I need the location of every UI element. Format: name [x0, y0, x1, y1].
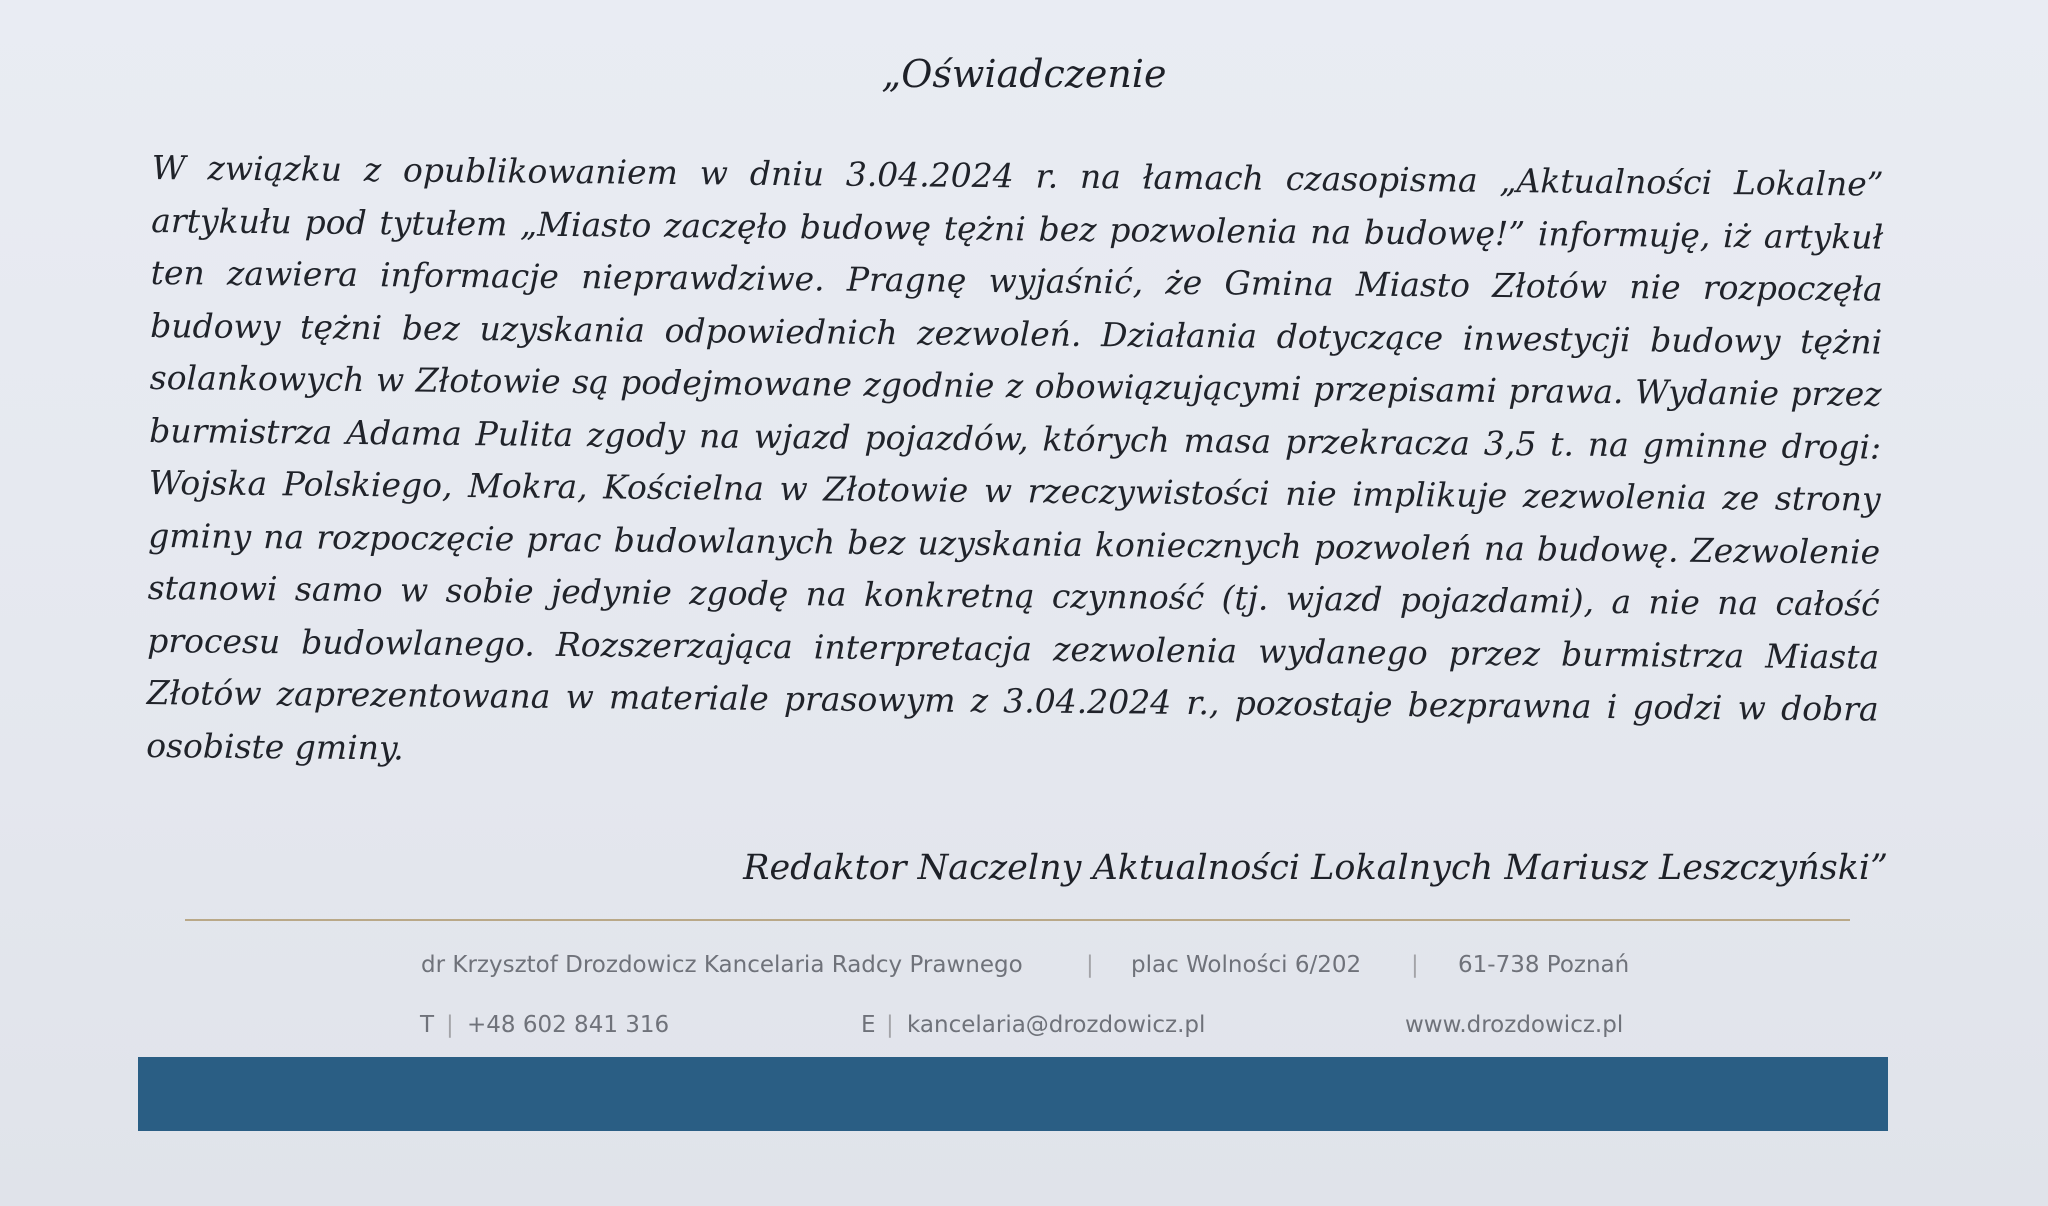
footer-divider [185, 919, 1850, 921]
firm-name: dr Krzysztof Drozdowicz Kancelaria Radcy Prawnego [421, 952, 1023, 978]
letterhead-color-band [138, 1057, 1888, 1131]
email-link[interactable]: kancelaria@drozdowicz.pl [907, 1012, 1206, 1038]
city-postcode: 61-738 Poznań [1458, 952, 1630, 978]
email-label: E [861, 1012, 876, 1038]
phone-number[interactable]: +48 602 841 316 [467, 1012, 670, 1038]
signature: Redaktor Naczelny Aktualności Lokalnych Mariusz Leszczyński” [743, 848, 1888, 888]
separator: | [1411, 952, 1419, 978]
phone-label: T [420, 1012, 435, 1038]
website-link[interactable]: www.drozdowicz.pl [1405, 1012, 1624, 1038]
street-address: plac Wolności 6/202 [1131, 952, 1362, 978]
separator: | [446, 1012, 454, 1038]
statement-body: W związku z opublikowaniem w dniu 3.04.2024 r. na łamach czasopisma „Aktualności Lokalne” artykułu pod tytułem „Miasto zaczęło budowę tężni bez pozwolenia na budowę!” informuję, iż artykuł ten zawiera informacje nieprawdziwe. Pragnę wyjaśnić, że Gmina Miasto Złotów nie rozpoczęła budowy tężni bez uzyskania odpowiednich zezwoleń. Działania dotyczące inwestycji budowy tężni solankowych w Złotowie są podejmowane zgodnie z obowiązującymi przepisami prawa. Wydanie przez burmistrza Adama Pulita zgody na wjazd pojazdów, których masa przekracza 3,5 t. na gminne drogi: Wojska Polskiego, Mokra, Kościelna w Złotowie w rzeczywistości nie implikuje zezwolenia ze strony gminy na rozpoczęcie prac budowlanych bez uzyskania koniecznych pozwoleń na budowę. Zezwolenie stanowi samo w sobie jedynie zgodę na konkretną czynność (tj. wjazd pojazdami), a nie na całość procesu budowlanego. Rozszerzająca interpretacja zezwolenia wydanego przez burmistrza Miasta Złotów zaprezentowana w materiale prasowym z 3.04.2024 r., pozostaje bezprawna i godzi w dobra osobiste gminy. [146, 147, 1884, 767]
document-title: „Oświadczenie [881, 52, 1167, 96]
separator: | [1086, 952, 1094, 978]
separator: | [886, 1012, 894, 1038]
